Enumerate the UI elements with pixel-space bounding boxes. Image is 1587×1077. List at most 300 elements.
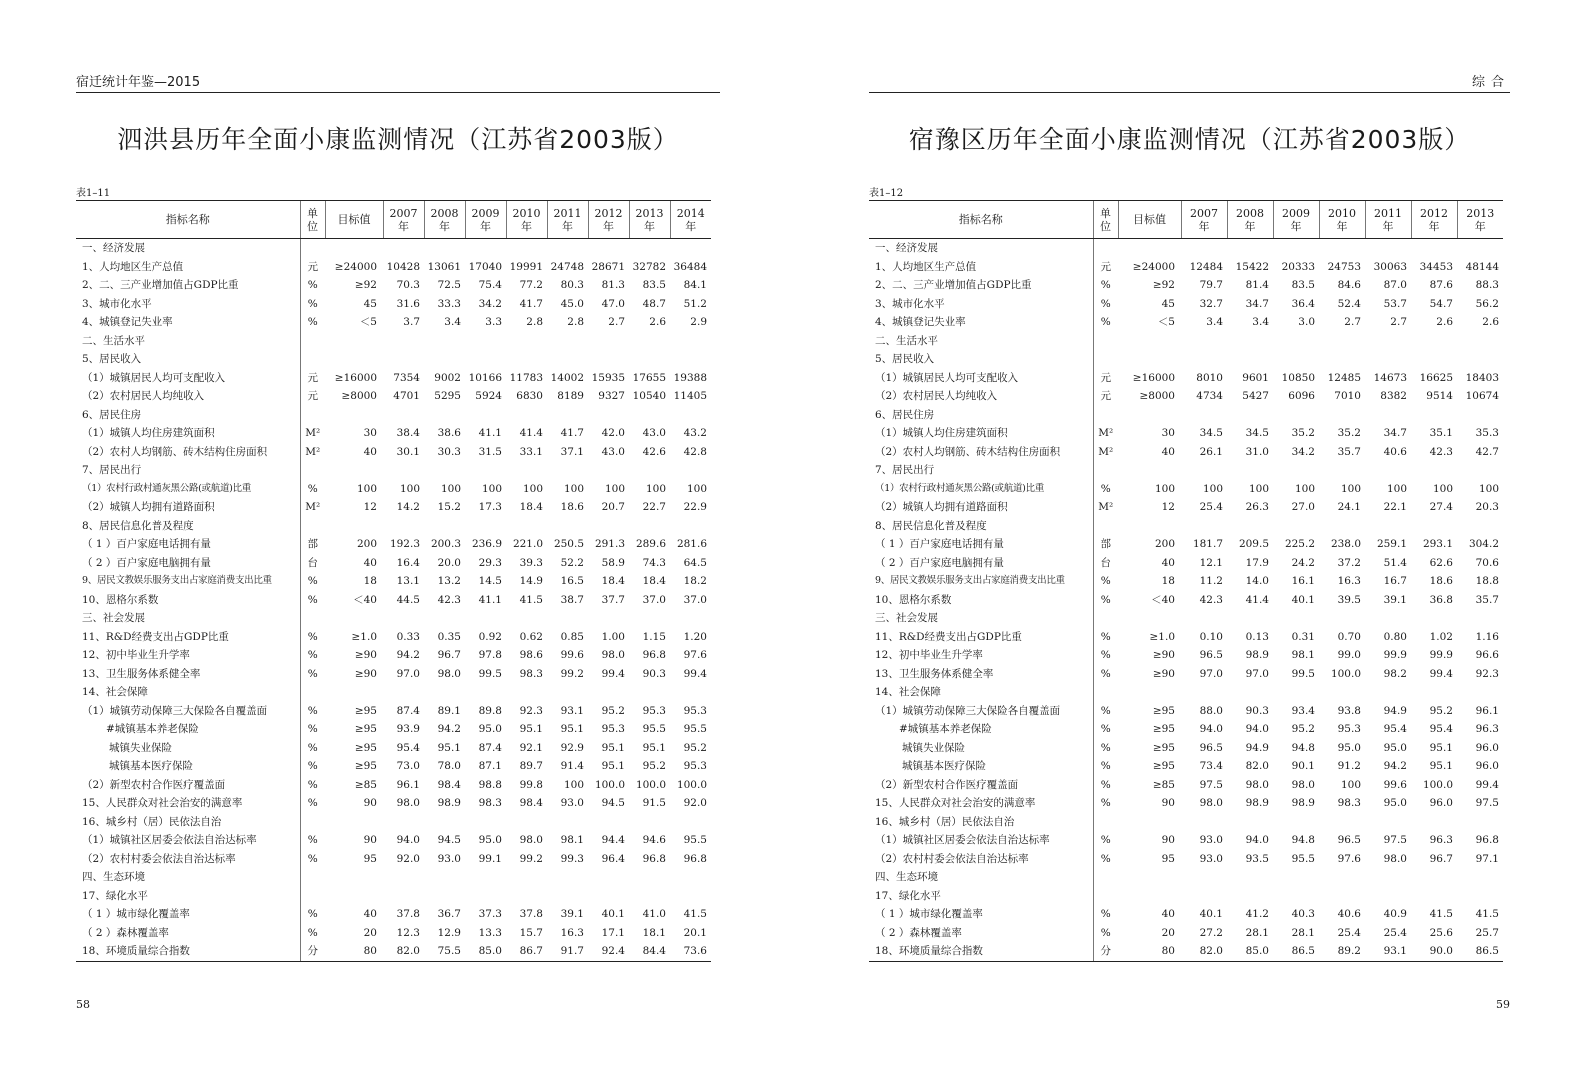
value-cell [506,350,547,369]
value-cell: 17655 [632,371,666,384]
value-cell: 99.6 [1383,778,1407,791]
unit-cell [300,887,325,906]
value-cell [1181,813,1227,832]
value-cell: 0.85 [560,630,584,643]
value-cell: 31.6 [396,297,420,310]
indicator-name: （ 1 ）百户家庭电话拥有量 [82,538,211,550]
value-cell: 98.3 [519,667,543,680]
value-cell: 12.1 [1199,556,1223,569]
value-cell: 98.0 [1199,797,1223,809]
indicator-name: 8、居民信息化普及程度 [875,519,987,532]
value-cell: 291.3 [594,538,625,550]
value-cell: 95.1 [519,723,543,735]
unit-cell: % [1093,720,1118,739]
value-cell: 90.3 [1245,704,1269,717]
value-cell [1181,517,1227,536]
value-cell: 95.1 [1429,760,1453,772]
indicator-name: #城镇基本养老保险 [106,723,199,735]
value-cell: 99.4 [1475,778,1499,791]
value-cell: 85.0 [465,942,506,961]
unit-cell: % [1093,628,1118,647]
value-cell: 95.2 [642,760,666,772]
value-cell: 98.6 [519,649,543,661]
value-cell: 75.5 [424,942,465,961]
value-cell: 95.0 [478,723,502,735]
value-cell: 37.1 [560,445,584,458]
unit-cell: % [1093,905,1118,924]
indicator-name: 11、R&D经费支出占GDP比重 [875,630,1022,643]
table-row [76,258,711,277]
value-cell: 20333 [1281,260,1315,273]
value-cell: 92.3 [1475,667,1499,680]
running-head [76,76,720,93]
value-cell: 14.0 [1245,575,1269,587]
unit-cell: % [300,313,325,332]
value-cell [1181,868,1227,887]
value-cell: 18.6 [560,501,584,513]
value-cell: 16.5 [560,575,584,587]
value-cell: 93.1 [1365,942,1411,961]
value-cell [1227,868,1273,887]
value-cell: 98.3 [478,797,502,809]
target-cell: ≥92 [1152,279,1175,291]
value-cell: 18.6 [1429,575,1453,587]
value-cell: 58.9 [601,556,625,569]
table-row [869,387,1503,406]
value-cell: 97.5 [1475,797,1499,809]
value-cell: 100 [481,482,502,495]
target-cell [1118,868,1181,887]
value-cell: 77.2 [519,279,543,291]
value-cell: 89.7 [519,760,543,772]
value-cell: 209.5 [1238,538,1269,550]
header-target: 目标值 [325,201,383,239]
value-cell: 96.5 [1337,834,1361,846]
unit-cell [300,239,325,258]
value-cell: 94.5 [601,797,625,809]
value-cell [1319,239,1365,258]
value-cell: 94.8 [1291,741,1315,754]
indicator-name: 3、城市化水平 [82,297,152,310]
value-cell: 92.1 [519,741,543,754]
value-cell: 99.5 [478,667,502,680]
value-cell: 36.7 [437,908,461,920]
indicator-name: （2）农村人均钢筋、砖木结构住房面积 [875,445,1061,458]
indicator-name: （2）农村村委会依法自治达标率 [875,852,1029,865]
unit-cell [300,868,325,887]
indicator-name: （1）城镇劳动保障三大保险各自覆盖面 [82,704,268,717]
unit-cell: % [1093,831,1118,850]
value-cell: 37.0 [683,593,707,606]
value-cell: 96.8 [642,649,666,661]
indicator-name: 1、人均地区生产总值 [875,260,977,273]
value-cell: 94.2 [1383,760,1407,772]
value-cell [1181,350,1227,369]
value-cell [1457,813,1503,832]
table-row [76,720,711,739]
indicator-name: （ 1 ）百户家庭电话拥有量 [875,538,1004,550]
value-cell: 95.5 [683,834,707,846]
value-cell [1365,887,1411,906]
value-cell: 40.6 [1337,908,1361,920]
value-cell: 34.2 [478,297,502,310]
value-cell [1365,332,1411,351]
value-cell: 20.7 [601,501,625,513]
unit-cell [1093,517,1118,536]
value-cell [1319,683,1365,702]
value-cell: 24.2 [1291,556,1315,569]
indicator-name: 16、城乡村（居）民依法自治 [82,815,222,828]
value-cell: 95.1 [560,723,584,735]
value-cell: 22.7 [642,501,666,513]
table-row [869,295,1503,314]
value-cell [1457,517,1503,536]
unit-cell [300,813,325,832]
value-cell: 100 [522,482,543,495]
header-year: 2013 年 [629,201,670,239]
value-cell: 12.9 [437,926,461,939]
value-cell: 35.2 [1337,427,1361,439]
indicator-name: 2、二、三产业增加值占GDP比重 [875,279,1032,291]
value-cell: 18.4 [601,575,625,587]
table-row [869,776,1503,795]
value-cell: 92.3 [519,704,543,717]
value-cell [588,887,629,906]
unit-cell: % [300,757,325,776]
unit-cell: % [1093,776,1118,795]
unit-cell: 台 [300,554,325,573]
value-cell: 20.3 [1475,501,1499,513]
value-cell: 36.4 [1291,297,1315,310]
value-cell: 99.6 [560,649,584,661]
value-cell: 8189 [557,390,584,402]
value-cell: 95.5 [642,723,666,735]
target-cell [1118,332,1181,351]
table-row [869,665,1503,684]
value-cell [1227,887,1273,906]
unit-cell [1093,609,1118,628]
value-cell: 93.4 [1291,704,1315,717]
value-cell [1273,887,1319,906]
target-cell: ≥85 [1152,778,1175,791]
value-cell [383,683,424,702]
value-cell: 100 [563,778,584,791]
indicator-name: （ 2 ）百户家庭电脑拥有量 [875,556,1004,569]
value-cell [1365,813,1411,832]
value-cell: 41.5 [519,593,543,606]
value-cell [1227,461,1273,480]
value-cell [1411,887,1457,906]
target-cell [325,609,383,628]
value-cell: 95.1 [1429,741,1453,754]
value-cell: 100 [1340,482,1361,495]
value-cell: 92.0 [683,797,707,809]
table-title: 宿豫区历年全面小康监测情况（江苏省2003版） [908,125,1471,154]
table-row [76,813,711,832]
value-cell [1411,683,1457,702]
value-cell [1411,239,1457,258]
unit-cell: 部 [1093,535,1118,554]
value-cell: 70.6 [1475,556,1499,569]
unit-cell: % [1093,572,1118,591]
value-cell [547,517,588,536]
value-cell [1365,609,1411,628]
target-cell: 95 [363,852,377,865]
value-cell: 2.6 [1436,316,1453,328]
table-row [869,498,1503,517]
value-cell: 89.2 [1319,942,1365,961]
value-cell: 86.5 [1457,942,1503,961]
value-cell: 96.0 [1475,760,1499,772]
indicator-name: 5、居民收入 [875,353,935,365]
value-cell: 25.4 [1199,501,1223,513]
target-cell: 45 [1161,297,1175,310]
table-row [76,350,711,369]
value-cell: 99.4 [1429,667,1453,680]
table-row [76,868,711,887]
value-cell [1365,683,1411,702]
value-cell: 78.0 [437,760,461,772]
value-cell: 289.6 [635,538,666,550]
table-row [869,258,1503,277]
value-cell: 98.4 [437,778,461,791]
value-cell: 11405 [673,390,707,402]
table-row [76,332,711,351]
target-cell: ≥95 [354,704,377,717]
value-cell [383,813,424,832]
value-cell [465,683,506,702]
value-cell [424,406,465,425]
value-cell [1227,406,1273,425]
indicator-name: 16、城乡村（居）民依法自治 [875,815,1015,828]
value-cell: 94.9 [1383,704,1407,717]
value-cell [629,868,670,887]
target-cell [1118,406,1181,425]
value-cell: 100 [686,482,707,495]
stats-table [76,200,711,962]
table-row [76,443,711,462]
value-cell: 70.3 [396,279,420,291]
unit-cell: % [300,628,325,647]
value-cell: 10428 [386,260,420,273]
indicator-name: （2）新型农村合作医疗覆盖面 [875,778,1019,791]
value-cell: 13.3 [478,926,502,939]
value-cell: 96.5 [1199,649,1223,661]
value-cell: 0.35 [437,630,461,643]
value-cell [629,350,670,369]
value-cell: 225.2 [1284,538,1315,550]
value-cell: 259.1 [1376,538,1407,550]
value-cell: 1.15 [642,630,666,643]
target-cell: 40 [1161,908,1175,920]
target-cell: 40 [1161,445,1175,458]
value-cell [1273,517,1319,536]
value-cell [465,406,506,425]
value-cell: 41.5 [1429,908,1453,920]
value-cell [1411,517,1457,536]
value-cell: 29.3 [478,556,502,569]
value-cell [629,406,670,425]
value-cell: 17.9 [1245,556,1269,569]
table-row [869,720,1503,739]
table-row [76,535,711,554]
value-cell: 41.5 [683,908,707,920]
value-cell [424,609,465,628]
table-row [869,350,1503,369]
value-cell: 92.0 [396,852,420,865]
unit-cell: 部 [300,535,325,554]
value-cell: 100 [1202,482,1223,495]
value-cell: 32782 [632,260,666,273]
value-cell: 83.5 [642,279,666,291]
value-cell [1319,406,1365,425]
value-cell: 87.4 [478,741,502,754]
table-row [869,942,1503,961]
value-cell [506,887,547,906]
unit-cell: 元 [300,387,325,406]
table-row [869,646,1503,665]
value-cell: 181.7 [1192,538,1223,550]
header-row [76,201,711,239]
table-row [869,406,1503,425]
value-cell: 27.0 [1291,501,1315,513]
value-cell: 79.7 [1199,279,1223,291]
table-row [76,757,711,776]
value-cell: 95.2 [683,741,707,754]
value-cell: 18.8 [1475,575,1499,587]
unit-cell [1093,461,1118,480]
indicator-name: 14、社会保障 [82,686,148,698]
target-cell: 95 [1161,852,1175,865]
value-cell: 92.4 [588,942,629,961]
value-cell: 100 [563,482,584,495]
table-row [869,850,1503,869]
value-cell: 37.8 [396,908,420,920]
value-cell: 100.0 [676,778,707,791]
value-cell [1273,406,1319,425]
target-cell: 80 [1118,942,1181,961]
value-cell: 15422 [1235,260,1269,273]
value-cell: 10850 [1281,371,1315,384]
indicator-name: 三、社会发展 [875,612,938,624]
target-cell: ≥85 [354,778,377,791]
target-cell: 90 [1161,797,1175,809]
target-cell [325,332,383,351]
value-cell: 97.1 [1475,852,1499,865]
table-row [76,406,711,425]
table-row [76,480,711,499]
target-cell: 200 [1154,538,1175,550]
value-cell [1457,683,1503,702]
value-cell: 1.00 [601,630,625,643]
target-cell: ＜5 [359,316,377,328]
value-cell [588,332,629,351]
table-row [76,369,711,388]
value-cell [506,813,547,832]
value-cell: 30063 [1373,260,1407,273]
value-cell: 84.1 [683,279,707,291]
unit-cell: 元 [300,369,325,388]
target-cell [325,517,383,536]
value-cell: 33.1 [519,445,543,458]
value-cell: 26.3 [1245,501,1269,513]
table-number: 表1–12 [869,188,904,199]
indicator-name: 5、居民收入 [82,353,142,365]
value-cell [1457,868,1503,887]
value-cell [1227,239,1273,258]
indicator-name: （ 2 ）百户家庭电脑拥有量 [82,556,211,569]
value-cell [1181,461,1227,480]
running-head-text: 综合 [1471,75,1510,90]
unit-cell [1093,350,1118,369]
value-cell: 84.4 [629,942,670,961]
target-cell [325,813,383,832]
value-cell: 93.8 [1337,704,1361,717]
value-cell: 99.2 [519,852,543,865]
value-cell: 95.0 [1383,741,1407,754]
value-cell: 95.0 [1337,741,1361,754]
value-cell: 95.2 [601,704,625,717]
indicator-name: 13、卫生服务体系健全率 [875,667,994,680]
header-indicator: 指标名称 [869,201,1093,239]
value-cell: 96.8 [642,852,666,865]
unit-cell: % [1093,313,1118,332]
target-cell: ≥1.0 [1149,630,1175,643]
value-cell: 41.1 [478,427,502,439]
table-row [869,535,1503,554]
unit-cell: % [300,776,325,795]
value-cell [670,517,711,536]
value-cell: 15.7 [519,926,543,939]
indicator-name: （2）农村居民人均纯收入 [82,390,205,402]
value-cell: 100.0 [635,778,666,791]
value-cell: 97.5 [1383,834,1407,846]
value-cell [670,406,711,425]
unit-cell: % [300,480,325,499]
unit-cell: % [300,720,325,739]
target-cell [1118,813,1181,832]
value-cell: 98.9 [1245,649,1269,661]
value-cell: 24748 [550,260,584,273]
value-cell: 96.1 [1475,704,1499,717]
value-cell [506,517,547,536]
unit-cell: % [1093,757,1118,776]
unit-cell [300,683,325,702]
value-cell: 3.3 [485,316,502,328]
value-cell [629,609,670,628]
value-cell: 14673 [1373,371,1407,384]
value-cell [1273,239,1319,258]
value-cell [1457,332,1503,351]
value-cell [424,868,465,887]
value-cell [670,887,711,906]
value-cell: 82.0 [383,942,424,961]
unit-cell [300,350,325,369]
value-cell: 91.5 [642,797,666,809]
value-cell: 30.1 [396,445,420,458]
value-cell: 98.0 [1291,778,1315,791]
value-cell: 30.3 [437,445,461,458]
value-cell [465,239,506,258]
value-cell: 100 [399,482,420,495]
value-cell: 15935 [591,371,625,384]
header-year: 2010 年 [506,201,547,239]
unit-cell: % [1093,665,1118,684]
value-cell: 86.7 [506,942,547,961]
unit-cell: % [300,850,325,869]
value-cell: 37.3 [478,908,502,920]
unit-cell: 分 [300,942,325,961]
